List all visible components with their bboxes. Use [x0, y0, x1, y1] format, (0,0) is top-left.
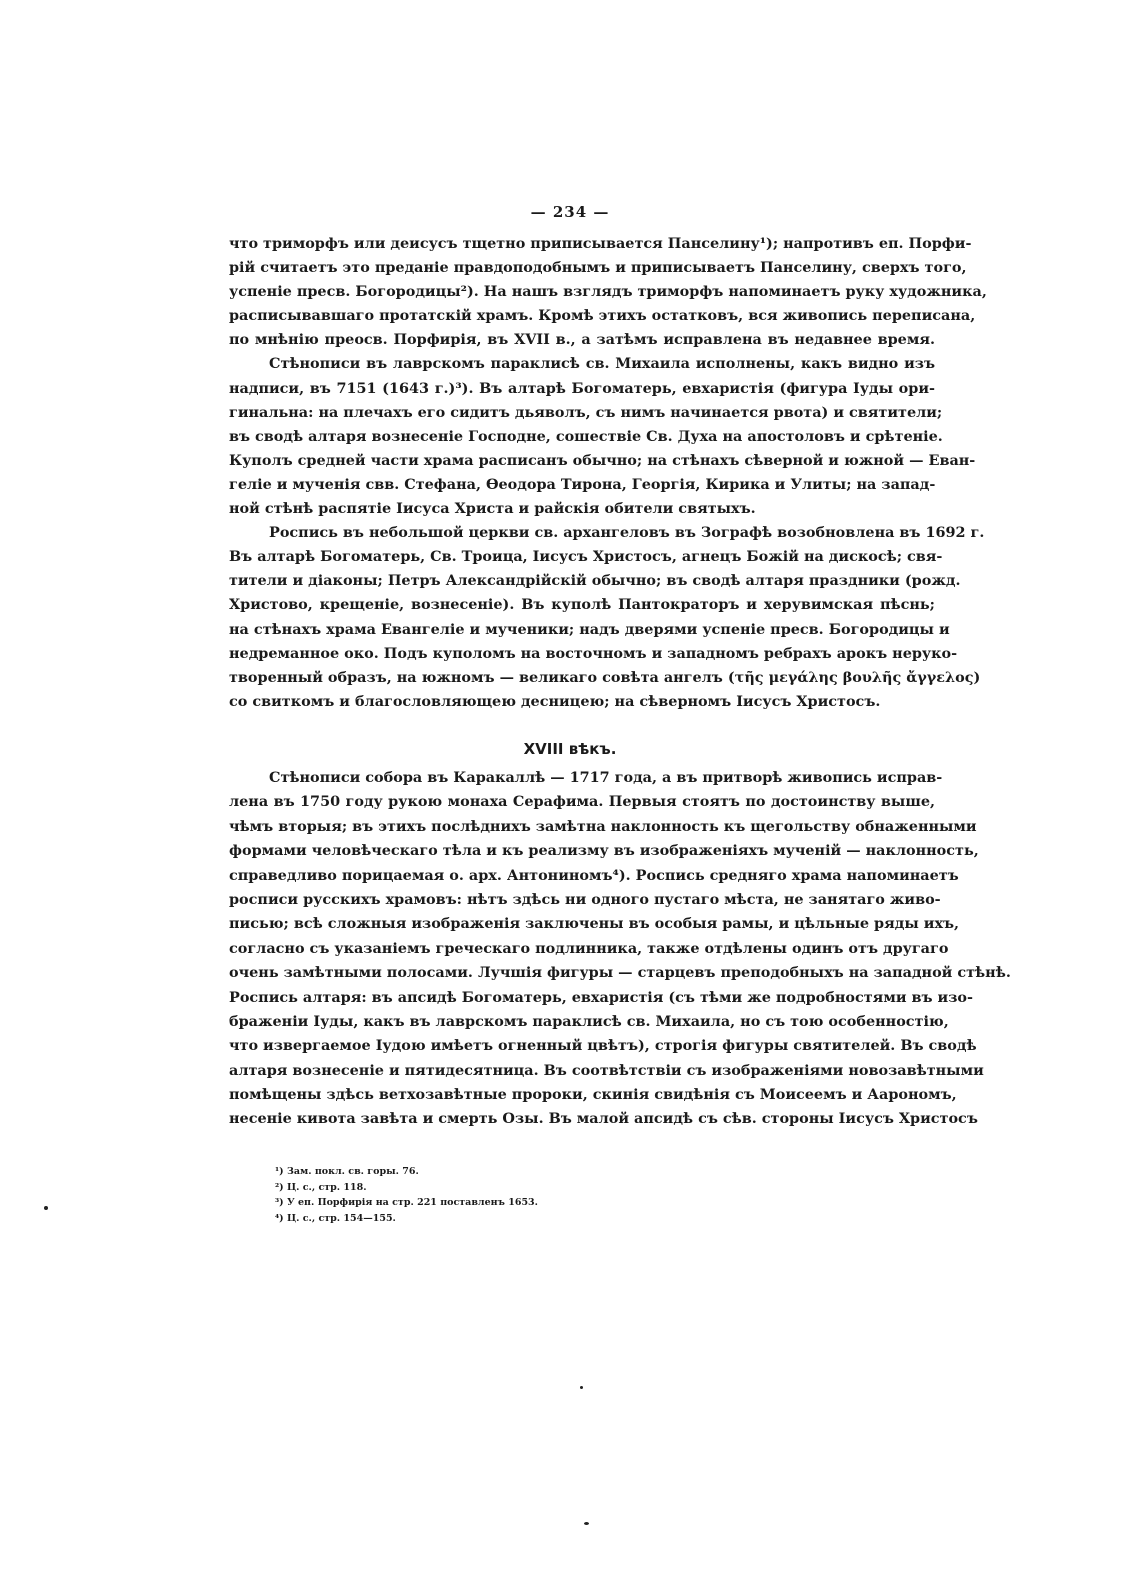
- footnote: ³) У еп. Порфирія на стр. 221 поставленъ 1653.: [275, 1197, 538, 1208]
- text-line: Куполъ средней части храма расписанъ обычно; на стѣнахъ сѣверной и южной — Еван-: [229, 451, 976, 469]
- footnote: ²) Ц. с., стр. 118.: [275, 1181, 367, 1193]
- text-line: Стѣнописи въ лаврскомъ параклисѣ св. Михаила исполнены, какъ видно изъ: [269, 355, 935, 373]
- text-line: лена въ 1750 году рукою монаха Серафима. Первыя стоятъ по достоинству выше,: [229, 793, 935, 811]
- text-line: чѣмъ вторыя; въ этихъ послѣднихъ замѣтна наклонность къ щегольству обнаженными: [229, 817, 977, 835]
- text-line: несеніе кивота завѣта и смерть Озы. Въ малой апсидѣ съ сѣв. стороны Іисусъ Христосъ: [229, 1110, 978, 1128]
- footnotes: [275, 1164, 775, 1226]
- text-line: справедливо порицаемая о. арх. Антониномъ⁴). Роспись средняго храма напоминаетъ: [229, 866, 959, 884]
- text-line: рій считаетъ это преданіе правдоподобнымъ и приписываетъ Панселину, сверхъ того,: [229, 259, 967, 277]
- text-line: что триморфъ или деисусъ тщетно приписывается Панселину¹); напротивъ еп. Порфи-: [229, 235, 972, 252]
- text-line: Стѣнописи собора въ Каракаллѣ — 1717 года, а въ притворѣ живопись исправ-: [269, 769, 943, 786]
- text-line: Роспись въ небольшой церкви св. архангеловъ въ Зографѣ возобновлена въ 1692 г.: [269, 524, 985, 542]
- text-line: согласно съ указаніемъ греческаго подлинника, также отдѣлены одинъ отъ другаго: [229, 939, 949, 957]
- paragraph-3: [229, 521, 985, 714]
- footnote: ¹) Зам. покл. св. горы. 76.: [275, 1166, 419, 1177]
- text-line: Въ алтарѣ Богоматерь, Св. Троица, Іисусъ Христосъ, агнецъ Божій на дискосѣ; свя-: [229, 548, 943, 566]
- paragraph-4: [229, 766, 1011, 1132]
- text-line: надписи, въ 7151 (1643 г.)³). Въ алтарѣ Богоматерь, евхаристія (фигура Іуды ори-: [229, 379, 935, 397]
- scan-speck: [44, 1206, 48, 1210]
- text-line: писью; всѣ сложныя изображенія заключены въ особыя рамы, и цѣльные ряды ихъ,: [229, 915, 960, 933]
- text-line: на стѣнахъ храма Евангеліе и мученики; надъ дверями успеніе пресв. Богородицы и: [229, 620, 950, 638]
- text-line: Роспись алтаря: въ апсидѣ Богоматерь, евхаристія (съ тѣми же подробностями въ изо-: [229, 988, 973, 1006]
- body-text-bottom: [229, 766, 1011, 1132]
- text-line: расписывавшаго протатскій храмъ. Кромѣ этихъ остатковъ, вся живопись переписана,: [229, 307, 976, 325]
- text-line: росписи русскихъ храмовъ: нѣтъ здѣсь ни одного пустаго мѣста, не занятаго живо-: [229, 890, 941, 908]
- body-text-top: [229, 232, 987, 714]
- text-line: помѣщены здѣсь ветхозавѣтные пророки, скинія свидѣнія съ Моисеемъ и Аарономъ,: [229, 1086, 957, 1104]
- section-heading: XVIII вѣкъ.: [523, 740, 617, 758]
- scan-speck: [584, 1522, 589, 1525]
- text-line: формами человѣческаго тѣла и къ реализму въ изображеніяхъ мученій — наклонность,: [229, 842, 979, 860]
- page-number: — 234 —: [530, 203, 610, 221]
- text-line: алтаря вознесеніе и пятидесятница. Въ соотвѣтствіи съ изображеніями новозавѣтными: [229, 1061, 984, 1079]
- text-line: успеніе пресв. Богородицы²). На нашъ взглядъ триморфъ напоминаетъ руку художника,: [229, 283, 987, 301]
- text-line: очень замѣтными полосами. Лучшія фигуры — старцевъ преподобныхъ на западной стѣнѣ.: [229, 964, 1011, 982]
- text-line: въ сводѣ алтаря вознесеніе Господне, сошествіе Св. Духа на апостоловъ и срѣтеніе.: [229, 427, 943, 445]
- footnote: ⁴) Ц. с., стр. 154—155.: [275, 1212, 396, 1224]
- scan-speck: [580, 1386, 583, 1389]
- text-line: тители и діаконы; Петръ Александрійскій обычно; въ сводѣ алтаря праздники (рожд.: [229, 572, 961, 590]
- text-line: творенный образъ, на южномъ — великаго совѣта ангелъ (τῆς μεγάλης βουλῆς ἄγγελος): [229, 668, 981, 686]
- text-line: браженіи Іуды, какъ въ лаврскомъ параклисѣ св. Михаила, но съ тою особенностію,: [229, 1012, 949, 1030]
- text-line: гинальна: на плечахъ его сидитъ дьяволъ, съ нимъ начинается рвота) и святители;: [229, 403, 943, 421]
- text-line: Христово, крещеніе, вознесеніе). Въ куполѣ Пантократоръ и херувимская пѣснь;: [229, 596, 935, 614]
- text-line: по мнѣнію преосв. Порфирія, въ XVII в., а затѣмъ исправлена въ недавнее время.: [229, 331, 935, 349]
- text-line: со свиткомъ и благословляющею десницею; на сѣверномъ Іисусъ Христосъ.: [229, 692, 881, 710]
- text-line: недреманное око. Подъ куполомъ на восточномъ и западномъ ребрахъ арокъ нерукo-: [229, 644, 958, 662]
- paragraph-1: [229, 232, 987, 352]
- text-line: что извергаемое Іудою имѣетъ огненный цвѣтъ), строгія фигуры святителей. Въ сводѣ: [229, 1037, 977, 1055]
- text-line: ной стѣнѣ распятіе Іисуса Христа и райскія обители святыхъ.: [229, 500, 756, 518]
- paragraph-2: [229, 352, 976, 521]
- text-line: геліе и мученія свв. Стефана, Ѳеодора Тирона, Георгія, Кирика и Улиты; на запад-: [229, 475, 936, 493]
